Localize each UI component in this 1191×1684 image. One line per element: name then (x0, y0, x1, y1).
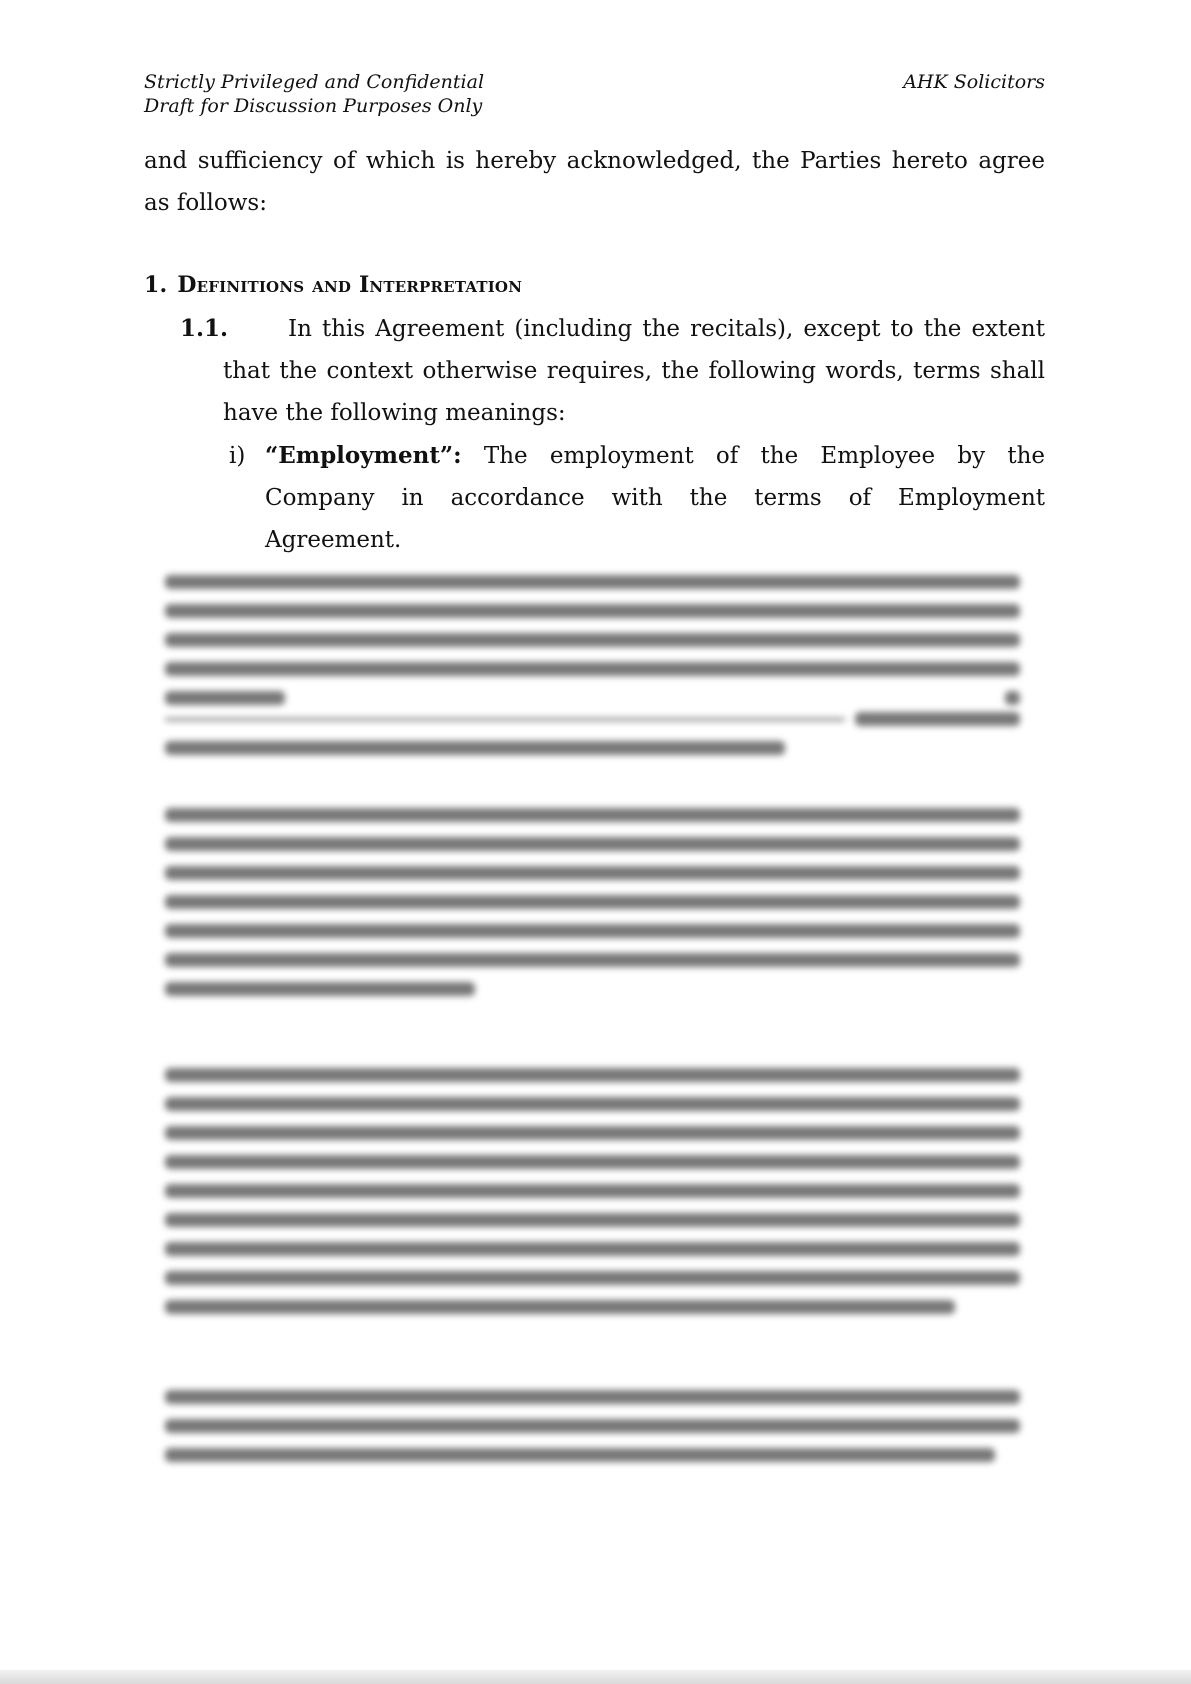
blurred-text-line (165, 691, 285, 705)
blurred-text-line (165, 1390, 1020, 1404)
definition-item (265, 435, 1045, 561)
intro-paragraph: and sufficiency of which is hereby acknowledged, the Parties hereto agree as follows: (144, 148, 1045, 216)
blurred-text-line (165, 866, 1020, 880)
blurred-text-line (165, 1419, 1020, 1433)
page-bottom-edge (0, 1670, 1191, 1684)
blurred-text-line (165, 662, 1020, 676)
section-number: 1. (144, 272, 168, 298)
blurred-text-line (855, 712, 1020, 726)
confidentiality-line: Strictly Privileged and Confidential (144, 71, 485, 93)
clause-text: In this Agreement (including the recitals), except to the extent that the context otherwise requires, the following words, terms shall have the following meanings: (223, 316, 1045, 426)
blurred-text-line (165, 924, 1020, 938)
section-heading (144, 272, 522, 298)
definition-term: “Employment”: (265, 442, 462, 469)
blurred-text-line (165, 575, 1020, 589)
blurred-content-region (165, 565, 1020, 1485)
blurred-text-line (165, 895, 1020, 909)
blurred-text-line (165, 1242, 1020, 1256)
clause-number: 1.1. (180, 315, 229, 342)
blurred-text-line (1005, 691, 1020, 705)
blurred-text-line (165, 718, 845, 721)
confidentiality-header (144, 70, 484, 118)
blurred-text-line (165, 1448, 995, 1462)
clause-paragraph (223, 308, 1045, 434)
blurred-text-line (165, 837, 1020, 851)
blurred-text-line (165, 633, 1020, 647)
blurred-text-line (165, 1097, 1020, 1111)
blurred-text-line (165, 1068, 1020, 1082)
firm-name-header: AHK Solicitors (903, 71, 1045, 93)
blurred-text-line (165, 1213, 1020, 1227)
blurred-text-line (165, 1271, 1020, 1285)
blurred-text-line (165, 982, 475, 996)
draft-notice-line: Draft for Discussion Purposes Only (144, 95, 483, 117)
blurred-text-line (165, 1184, 1020, 1198)
definition-marker: i) (229, 443, 246, 469)
blurred-text-line (165, 808, 1020, 822)
blurred-text-line (165, 604, 1020, 618)
blurred-text-line (165, 741, 785, 755)
blurred-text-line (165, 1126, 1020, 1140)
blurred-text-line (165, 953, 1020, 967)
section-title: Definitions and Interpretation (177, 272, 523, 298)
blurred-text-line (165, 1300, 955, 1314)
definition-text: The employment of the Employee by the Company in accordance with the terms of Employment Agreement. (265, 443, 1045, 553)
blurred-text-line (165, 1155, 1020, 1169)
